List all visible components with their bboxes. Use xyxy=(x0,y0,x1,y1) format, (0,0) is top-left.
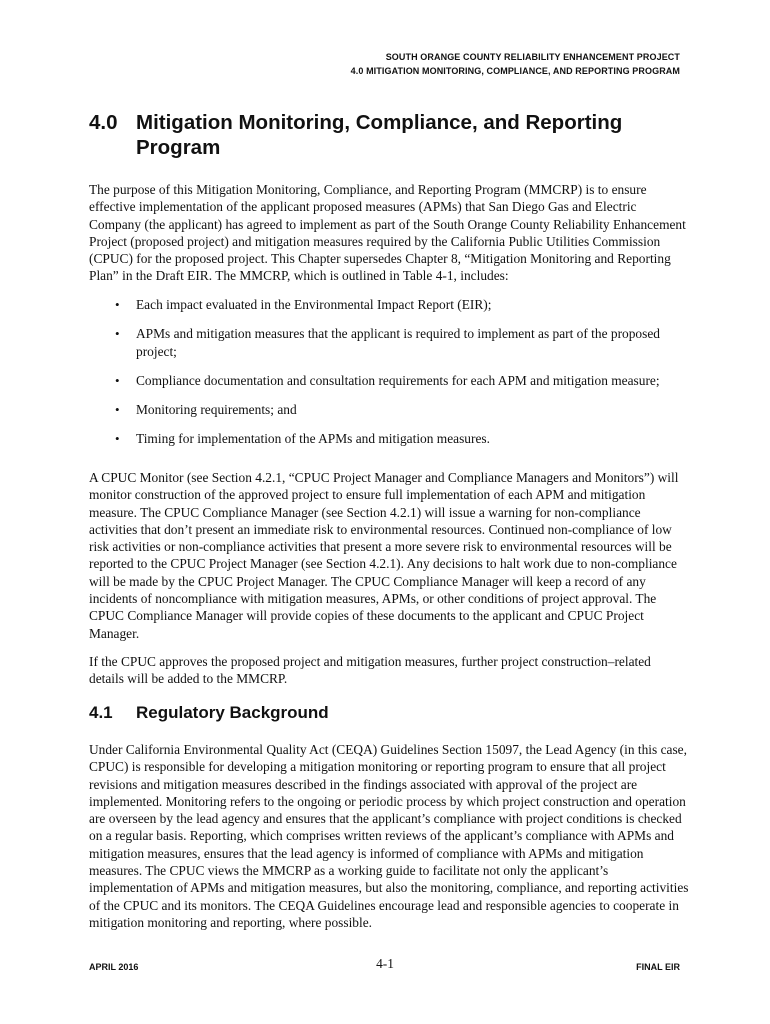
chapter-title xyxy=(89,110,649,160)
section-title: Regulatory Background xyxy=(136,703,329,722)
bullet-list xyxy=(89,296,689,460)
bullet-icon: • xyxy=(115,372,120,388)
regulatory-paragraph: Under California Environmental Quality Act (CEQA) Guidelines Section 15097, the Lead Agency (in this case, CPUC) is responsible for developing a mitigation monitoring or reporting program to ensure that all project revisions and mitigation measures described in the findings associated with approval of the project are implemented. Monitoring refers to the ongoing or periodic process by which project construction and operation are overseen by the lead agency and ensures that the applicant’s compliance with project conditions is checked on a regular basis. Reporting, which comprises written reviews of the applicant’s compliance with APMs and mitigation measures, ensures that the lead agency is informed of compliance with APMs and mitigation measures. The CPUC views the MMCRP as a working guide to facilitate not only the applicant’s implementation of APMs and mitigation measures, but also the monitoring, compliance, and reporting activities of the CPUC and its monitors. The CEQA Guidelines encourage lead and responsible agencies to cooperate in mitigation monitoring and reporting, where possible. xyxy=(89,742,689,930)
section-heading xyxy=(89,702,329,724)
header-project-name: SOUTH ORANGE COUNTY RELIABILITY ENHANCEMENT PROJECT xyxy=(385,52,680,62)
page-number: 4-1 xyxy=(376,956,394,971)
list-item-text: APMs and mitigation measures that the applicant is required to implement as part of the proposed project; xyxy=(136,326,660,359)
list-item xyxy=(89,430,689,447)
bullet-icon: • xyxy=(115,297,120,312)
footer-date: APRIL 2016 xyxy=(89,962,139,972)
footer-document-type: FINAL EIR xyxy=(636,962,680,972)
monitor-paragraph: A CPUC Monitor (see Section 4.2.1, “CPUC Project Manager and Compliance Managers and Monitors”) will monitor construction of the approved project to ensure full implementation of each APM and mitigation measure. The CPUC Compliance Manager (see Section 4.2.1) will issue a warning for non-compliance activities that don’t present an immediate risk to environmental resources. Continued non-compliance of low risk activities or non-compliance activities that present a more severe risk to environmental resources will be reported to the CPUC Project Manager (see Section 4.2.1). Any decisions to halt work due to non-compliance will be made by the CPUC Project Manager. The CPUC Compliance Manager will keep a record of any incidents of noncompliance with mitigation measures, APMs, or other conditions of project approval. The CPUC Compliance Manager will provide copies of these documents to the applicant and CPUC Project Manager. xyxy=(89,470,679,641)
bullet-icon: • xyxy=(115,326,120,342)
approval-paragraph: If the CPUC approves the proposed project and mitigation measures, further project construction–related details will be added to the MMCRP. xyxy=(89,654,651,687)
list-item-text: Each impact evaluated in the Environmental Impact Report (EIR); xyxy=(136,297,492,312)
list-item xyxy=(89,325,689,360)
running-header xyxy=(351,50,680,78)
list-item-text: Compliance documentation and consultation requirements for each APM and mitigation measure; xyxy=(136,372,660,388)
chapter-title-text: Mitigation Monitoring, Compliance, and Reporting Program xyxy=(136,111,623,159)
intro-paragraph: The purpose of this Mitigation Monitoring, Compliance, and Reporting Program (MMCRP) is to ensure effective implementation of the applicant proposed measures (APMs) that San Diego Gas and Electric Company (the applicant) has agreed to implement as part of the South Orange County Reliability Enhancement Project (proposed project) and mitigation measures required by the California Public Utilities Commission (CPUC) for the proposed project. This Chapter supersedes Chapter 8, “Mitigation Monitoring and Reporting Plan” in the Draft EIR. The MMCRP, which is outlined in Table 4-1, includes: xyxy=(89,182,686,284)
list-item xyxy=(89,372,689,389)
bullet-icon: • xyxy=(115,431,120,447)
header-chapter-name: 4.0 MITIGATION MONITORING, COMPLIANCE, AND REPORTING PROGRAM xyxy=(350,66,680,76)
chapter-number: 4.0 xyxy=(89,111,118,134)
section-number: 4.1 xyxy=(89,703,113,722)
list-item-text: Timing for implementation of the APMs and mitigation measures. xyxy=(136,431,490,447)
list-item-text: Monitoring requirements; and xyxy=(136,402,297,418)
bullet-icon: • xyxy=(115,402,120,418)
list-item xyxy=(89,296,689,313)
list-item xyxy=(89,401,689,418)
